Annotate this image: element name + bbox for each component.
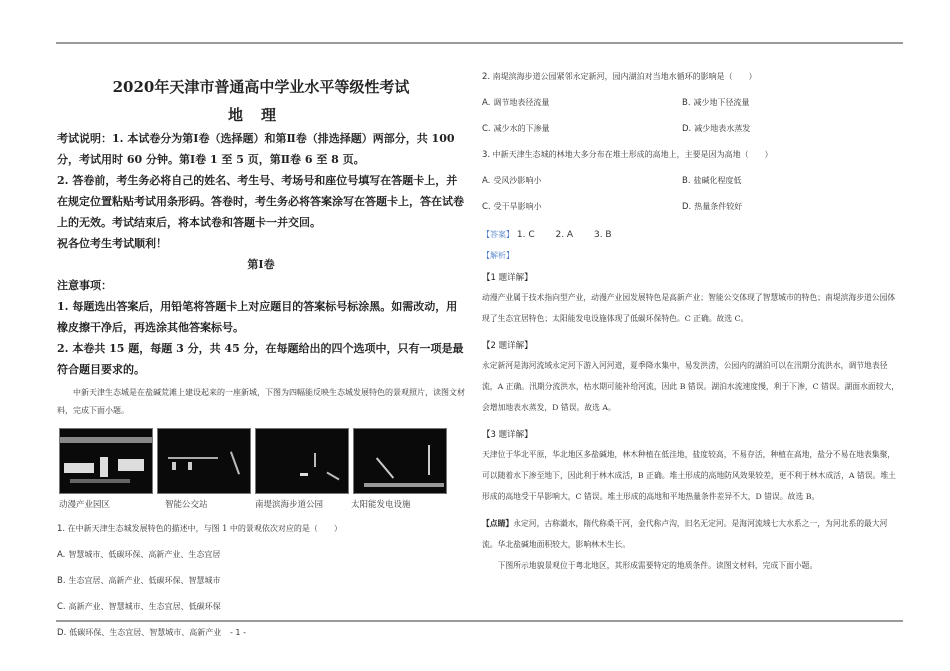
option-text: 减少地表水蒸发 xyxy=(694,124,751,133)
question-2-stem: 南堤滨海步道公园紧邻永定新河，园内湖泊对当地水循环的影响是（ ） xyxy=(492,72,757,81)
photo-captions xyxy=(59,498,465,510)
question-2 xyxy=(482,70,902,84)
tip-label: 【点睛】 xyxy=(482,519,514,528)
right-column xyxy=(482,70,902,575)
answer-2: 2. A xyxy=(555,230,574,240)
exam-title: 2020年天津市普通高中学业水平等级性考试 xyxy=(112,78,410,96)
photo-seaside-park xyxy=(255,428,349,494)
answer-3: 3. B xyxy=(593,230,612,240)
page-number: - 1 - xyxy=(230,628,246,637)
option-text: 智慧城市、低碳环保、高新产业、生态宜居 xyxy=(68,550,221,559)
tip-paragraph xyxy=(482,513,902,555)
question-3-option-a xyxy=(482,174,682,188)
header-rule xyxy=(56,42,903,44)
photo-caption-3: 南堤滨海步道公园 xyxy=(255,500,324,510)
exam-instruction-2: 2. 答卷前，考生务必将自己的姓名、考生号、考场号和座位号填写在答题卡上，并在规定位置粘贴考试用条形码。答卷时，考生务必将答案涂写在答题卡上，答在试卷上的无效。考试结束后，将本试卷和答题卡一并交回。 xyxy=(57,174,464,229)
question-3-option-b xyxy=(682,174,882,188)
exam-subject: 地理 xyxy=(227,106,294,124)
question-2-option-c xyxy=(482,122,682,136)
option-letter: A. xyxy=(482,176,491,186)
question-1-option-c xyxy=(57,600,465,614)
question-1-number: 1. xyxy=(57,524,66,534)
option-text: 调节地表径流量 xyxy=(493,98,550,107)
question-3 xyxy=(482,148,902,162)
option-letter: B. xyxy=(682,176,691,186)
question-3-options xyxy=(482,162,902,214)
section-title: 第Ⅰ卷 xyxy=(247,258,275,271)
tip-text: 永定河，古称瀔水，隋代称桑干河，金代称卢沟，旧名无定河。是海河流域七大水系之一，为河北系的最大河流。华北盐碱地面积较大，影响林木生长。 xyxy=(482,519,888,549)
photo-caption-1: 动漫产业园区 xyxy=(59,500,111,510)
option-text: 高新产业、智慧城市、生态宜居、低碳环保 xyxy=(68,602,221,611)
question-3-option-d xyxy=(682,200,882,214)
question-1 xyxy=(57,522,465,536)
option-letter: B. xyxy=(57,576,66,586)
question-1-stem: 在中新天津生态城发展特色的描述中，与图 1 中的景观依次对应的是（ ） xyxy=(67,524,342,533)
option-text: 生态宜居、高新产业、低碳环保、智慧城市 xyxy=(68,576,221,585)
photo-solar-facility xyxy=(353,428,447,494)
option-text: 减少水的下渗量 xyxy=(493,124,550,133)
detail-3-text: 天津位于华北平原，华北地区多盐碱地，林木种植在低洼地，盐度较高，不易存活，种植在高地，盐分不易在地表集聚，可以随着水下渗至地下，因此利于林木成活，B 正确。堆土形成的高地防风效果较差，更不利于林木成活，A 错误。堆土形成的高地受干旱影响大，C 错误。堆土形成的高地和平地热量条件差异不大，D 错误。故选 B。 xyxy=(482,450,896,501)
notes-label: 注意事项： xyxy=(57,279,112,292)
option-text: 减少地下径流量 xyxy=(693,98,750,107)
detail-2-heading: 【2 题详解】 xyxy=(482,341,533,351)
footer-rule xyxy=(56,620,903,622)
question-1-option-b xyxy=(57,574,465,588)
option-letter: D. xyxy=(682,124,692,134)
option-letter: B. xyxy=(682,98,691,108)
option-text: 低碳环保、生态宜居、智慧城市、高新产业 xyxy=(69,628,222,637)
option-text: 受干旱影响小 xyxy=(493,202,542,211)
question-3-option-c xyxy=(482,200,682,214)
detail-1-text: 动漫产业属于技术指向型产业，动漫产业园发展特色是高新产业；智能公交体现了智慧城市的特色；南堤滨海步道公园体现了生态宜居特色；太阳能发电设施体现了低碳环保特色。C 正确。故选 C。 xyxy=(482,293,896,323)
question-3-number: 3. xyxy=(482,150,491,160)
answer-values xyxy=(517,230,630,240)
option-letter: C. xyxy=(57,602,66,612)
question-2-number: 2. xyxy=(482,72,491,82)
question-3-stem: 中新天津生态城的林地大多分布在堆土形成的高地上，主要是因为高地（ ） xyxy=(492,150,773,159)
option-text: 盐碱化程度低 xyxy=(693,176,742,185)
option-letter: C. xyxy=(482,124,491,134)
option-text: 受风沙影响小 xyxy=(493,176,542,185)
answer-1: 1. C xyxy=(516,230,535,240)
photo-strip xyxy=(59,428,465,494)
question-2-option-d xyxy=(682,122,882,136)
exam-instruction-1: 考试说明：1. 本试卷分为第Ⅰ卷（选择题）和第Ⅱ卷（排选择题）两部分，共 100 分，考试用时 60 分钟。第Ⅰ卷 1 至 5 页，第Ⅱ卷 6 至 8 页。 xyxy=(57,132,455,166)
question-1-option-a xyxy=(57,548,465,562)
next-material-intro: 下图所示地貌景观位于粤北地区，其形成需要特定的地质条件。读图文材料，完成下面小题。 xyxy=(497,561,818,570)
option-letter: A. xyxy=(57,550,66,560)
option-letter: D. xyxy=(57,628,67,638)
exam-greeting: 祝各位考生考试顺利！ xyxy=(57,237,167,250)
option-letter: A. xyxy=(482,98,491,108)
option-letter: D. xyxy=(682,202,692,212)
question-1-option-d xyxy=(57,626,465,640)
left-column xyxy=(57,72,465,640)
option-text: 热量条件较好 xyxy=(694,202,743,211)
photo-animation-park xyxy=(59,428,153,494)
question-2-option-b xyxy=(682,96,882,110)
material-intro: 中新天津生态城是在盐碱荒滩上建设起来的一座新城，下图为四幅能反映生态城发展特色的景观照片，读图文材料，完成下面小题。 xyxy=(57,388,465,415)
photo-caption-2: 智能公交站 xyxy=(165,500,208,510)
detail-2-text: 永定新河是海河流域永定河下游入河河道，夏季降水集中，易发洪涝，公园内的湖泊可以在汛期分流洪水，调节地表径流，A 正确。汛期分流洪水，枯水期可能补给河流，因此 B 错误。湖泊水流速度慢，利于下渗，C 错误。湖面水面较大，会增加地表水蒸发，D 错误。故选 A。 xyxy=(482,361,900,412)
detail-3-heading: 【3 题详解】 xyxy=(482,430,533,440)
note-1: 1. 每题选出答案后，用铅笔将答题卡上对应题目的答案标号标涂黑。如需改动，用橡皮擦干净后，再选涂其他答案标号。 xyxy=(57,300,458,334)
question-2-option-a xyxy=(482,96,682,110)
answer-line xyxy=(482,228,902,242)
photo-caption-4: 太阳能发电设施 xyxy=(351,500,411,510)
answer-label: 【答案】 xyxy=(482,230,514,239)
note-2: 2. 本卷共 15 题，每题 3 分，共 45 分，在每题给出的四个选项中，只有一项是最符合题目要求的。 xyxy=(57,342,464,376)
option-letter: C. xyxy=(482,202,491,212)
question-2-options xyxy=(482,84,902,136)
photo-smart-bus-stop xyxy=(157,428,251,494)
analysis-label: 【解析】 xyxy=(482,251,514,260)
detail-1-heading: 【1 题详解】 xyxy=(482,273,533,283)
